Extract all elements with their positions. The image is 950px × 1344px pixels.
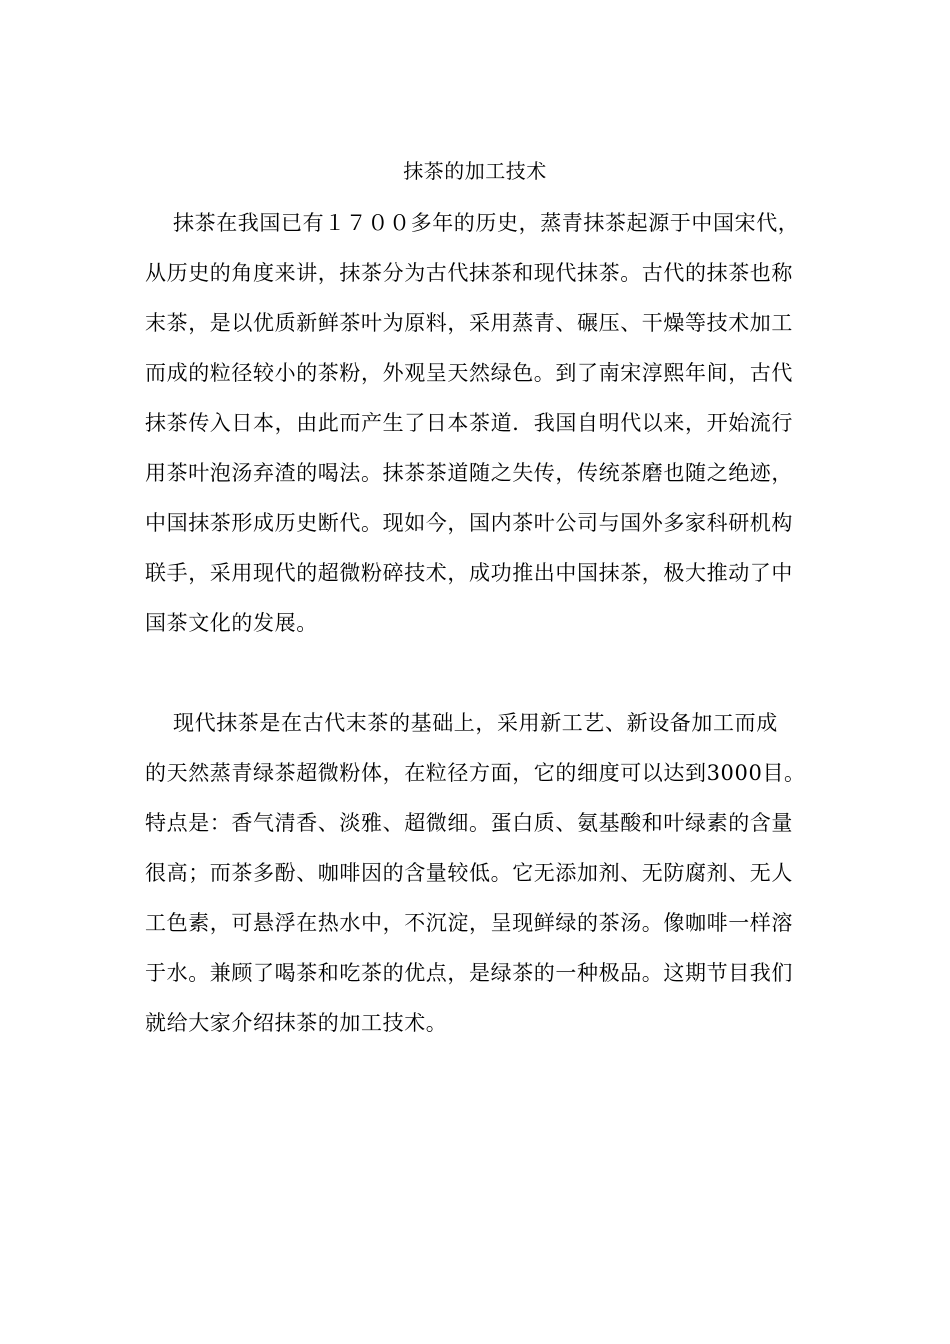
paragraph-line: 现代抹茶是在古代末茶的基础上，采用新工艺、新设备加工而成 <box>173 711 778 735</box>
paragraph-line: 中国抹茶形成历史断代。现如今，国内茶叶公司与国外多家科研机构 <box>145 511 793 535</box>
paragraph-line: 抹茶在我国已有１７００多年的历史，蒸青抹茶起源于中国宋代， <box>173 211 800 235</box>
paragraph-line: 而成的粒径较小的茶粉，外观呈天然绿色。到了南宋淳熙年间，古代 <box>145 361 793 385</box>
paragraph-line: 特点是：香气清香、淡雅、超微细。蛋白质、氨基酸和叶绿素的含量 <box>145 811 793 835</box>
paragraph-line: 用茶叶泡汤弃渣的喝法。抹茶茶道随之失传，传统茶磨也随之绝迹， <box>145 461 793 485</box>
paragraph-line: 于水。兼顾了喝茶和吃茶的优点，是绿茶的一种极品。这期节目我们 <box>145 961 793 985</box>
paragraph-line: 从历史的角度来讲，抹茶分为古代抹茶和现代抹茶。古代的抹茶也称 <box>145 261 793 285</box>
paragraph-line: 抹茶传入日本，由此而产生了日本茶道．我国自明代以来，开始流行 <box>145 411 793 435</box>
paragraph-history <box>145 198 815 648</box>
paragraph-line: 联手，采用现代的超微粉碎技术，成功推出中国抹茶，极大推动了中 <box>145 561 793 585</box>
paragraph-line: 的天然蒸青绿茶超微粉体，在粒径方面，它的细度可以达到3000目。 <box>145 761 806 785</box>
document-title: 抹茶的加工技术 <box>403 159 547 183</box>
paragraph-line: 国茶文化的发展。 <box>145 611 318 635</box>
paragraph-line: 就给大家介绍抹茶的加工技术。 <box>145 1011 448 1035</box>
paragraph-line: 工色素，可悬浮在热水中，不沉淀，呈现鲜绿的茶汤。像咖啡一样溶 <box>145 911 793 935</box>
paragraph-modern-matcha <box>145 698 815 1048</box>
paragraph-line: 末茶，是以优质新鲜茶叶为原料，采用蒸青、碾压、干燥等技术加工 <box>145 311 793 335</box>
paragraph-line: 很高；而茶多酚、咖啡因的含量较低。它无添加剂、无防腐剂、无人 <box>145 861 793 885</box>
